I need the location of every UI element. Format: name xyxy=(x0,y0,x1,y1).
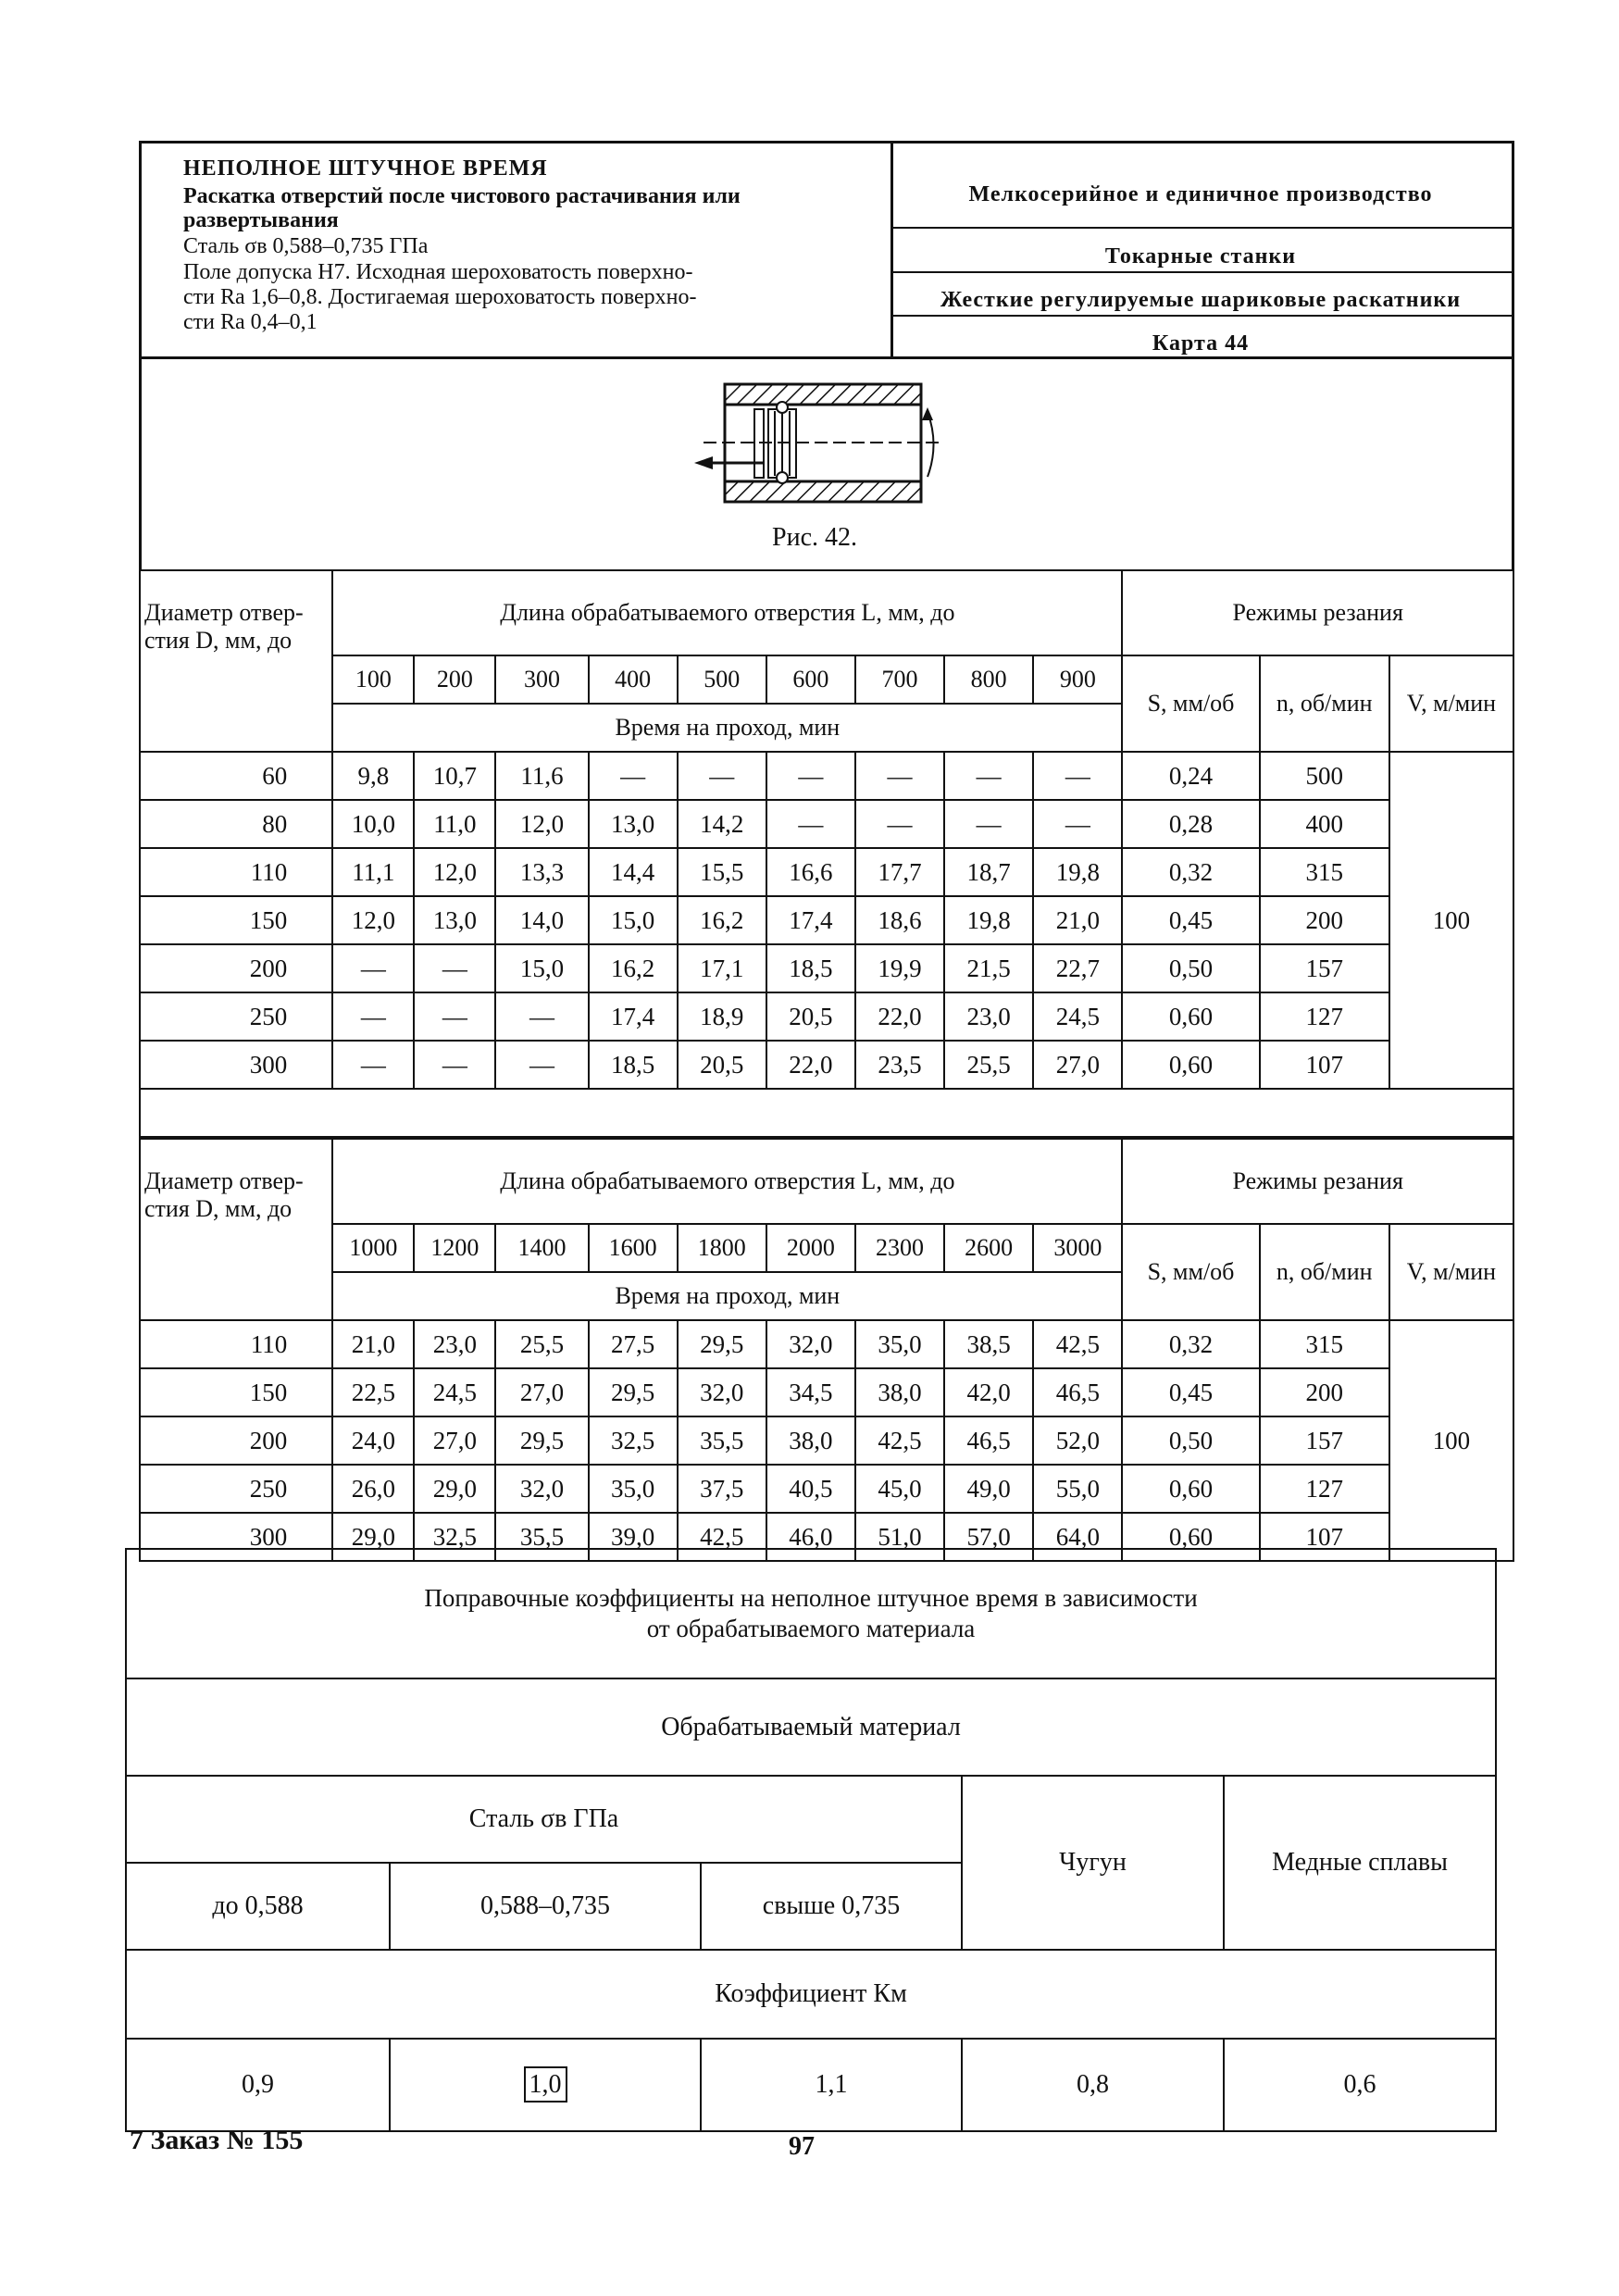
length-column-header: 200 xyxy=(414,655,495,704)
time-cell: — xyxy=(414,944,495,992)
time-cell: — xyxy=(332,944,414,992)
time-cell: 13,0 xyxy=(414,896,495,944)
table-row xyxy=(140,848,1513,896)
time-cell: 10,7 xyxy=(414,752,495,800)
time-cell: 29,5 xyxy=(678,1320,766,1368)
diameter-cell: 250 xyxy=(140,992,332,1041)
time-cell: — xyxy=(495,992,588,1041)
diameter-cell: 250 xyxy=(140,1465,332,1513)
time-cell: 17,4 xyxy=(589,992,678,1041)
feed-cell: 0,50 xyxy=(1122,944,1259,992)
k-value: 0,9 xyxy=(126,2039,390,2131)
time-cell: — xyxy=(766,800,855,848)
length-column-header: 1800 xyxy=(678,1224,766,1272)
copper-alloys-header: Медные сплавы xyxy=(1224,1776,1496,1950)
time-cell: 15,5 xyxy=(678,848,766,896)
time-cell: — xyxy=(332,992,414,1041)
table-row xyxy=(140,752,1513,800)
order-number: 7 Заказ № 155 xyxy=(130,2125,304,2155)
coefficient-table xyxy=(125,1548,1497,2132)
steel-header: Сталь σв ГПа xyxy=(126,1776,962,1863)
k-value: 0,8 xyxy=(962,2039,1224,2131)
rpm-cell: 315 xyxy=(1260,848,1389,896)
time-cell: 22,5 xyxy=(332,1368,414,1416)
cast-iron-header: Чугун xyxy=(962,1776,1224,1950)
rpm-cell: 107 xyxy=(1260,1041,1389,1089)
rpm-cell: 500 xyxy=(1260,752,1389,800)
time-cell: — xyxy=(678,752,766,800)
time-cell: 21,0 xyxy=(332,1320,414,1368)
time-cell: 32,0 xyxy=(678,1368,766,1416)
time-cell: 9,8 xyxy=(332,752,414,800)
diameter-cell: 200 xyxy=(140,944,332,992)
card-desc-line-4: Поле допуска Н7. Исходная шероховатость поверхно- xyxy=(183,260,693,284)
time-cell: 25,5 xyxy=(944,1041,1033,1089)
time-cell: 11,0 xyxy=(414,800,495,848)
rpm-cell: 157 xyxy=(1260,944,1389,992)
v-header: V, м/мин xyxy=(1389,1224,1513,1320)
time-cell: — xyxy=(414,992,495,1041)
card-title: НЕПОЛНОЕ ШТУЧНОЕ ВРЕМЯ xyxy=(183,156,548,181)
time-cell: 11,1 xyxy=(332,848,414,896)
table-row xyxy=(140,800,1513,848)
material-header: Обрабатываемый материал xyxy=(126,1678,1496,1776)
steel-range-low: до 0,588 xyxy=(126,1863,390,1950)
time-cell: 39,0 xyxy=(589,1513,678,1561)
table-row xyxy=(140,992,1513,1041)
time-cell: 23,0 xyxy=(414,1320,495,1368)
time-cell: 42,5 xyxy=(1033,1320,1122,1368)
time-cell: 24,5 xyxy=(414,1368,495,1416)
time-cell: 25,5 xyxy=(495,1320,588,1368)
coef-title-line-2: от обрабатываемого материала xyxy=(646,1615,976,1642)
diam-header xyxy=(140,570,332,752)
modes-header: Режимы резания xyxy=(1122,1139,1513,1224)
time-cell: 49,0 xyxy=(944,1465,1033,1513)
speed-cell: 100 xyxy=(1389,752,1513,1089)
time-cell: 20,5 xyxy=(678,1041,766,1089)
time-cell: — xyxy=(944,800,1033,848)
time-cell: 27,0 xyxy=(414,1416,495,1465)
table-row xyxy=(140,1320,1513,1368)
time-cell: 45,0 xyxy=(855,1465,944,1513)
length-column-header: 400 xyxy=(589,655,678,704)
n-header: n, об/мин xyxy=(1260,1224,1389,1320)
steel-range-high: свыше 0,735 xyxy=(701,1863,962,1950)
time-cell: 51,0 xyxy=(855,1513,944,1561)
diam-header-line-2: стия D, мм, до xyxy=(144,627,293,654)
coef-title xyxy=(126,1549,1496,1678)
time-cell: 22,7 xyxy=(1033,944,1122,992)
time-cell: 19,8 xyxy=(1033,848,1122,896)
time-cell: 19,9 xyxy=(855,944,944,992)
time-cell: 24,0 xyxy=(332,1416,414,1465)
rpm-cell: 157 xyxy=(1260,1416,1389,1465)
card-desc-line-5: сти Ra 1,6–0,8. Достигаемая шероховатость поверхно- xyxy=(183,285,697,309)
length-column-header: 1000 xyxy=(332,1224,414,1272)
length-column-header: 100 xyxy=(332,655,414,704)
card-desc-line-2: развертывания xyxy=(183,208,339,232)
length-column-header: 3000 xyxy=(1033,1224,1122,1272)
page-number: 97 xyxy=(789,2132,815,2161)
k-value: 0,6 xyxy=(1224,2039,1496,2131)
time-cell: 52,0 xyxy=(1033,1416,1122,1465)
diam-header-line-1: Диаметр отвер- xyxy=(144,1167,304,1194)
tool-type: Жесткие регулируемые шариковые раскатники xyxy=(940,288,1462,312)
steel-range-mid: 0,588–0,735 xyxy=(390,1863,701,1950)
time-cell: 13,0 xyxy=(589,800,678,848)
time-cell: 37,5 xyxy=(678,1465,766,1513)
time-cell: 32,0 xyxy=(495,1465,588,1513)
time-cell: 17,7 xyxy=(855,848,944,896)
k-value-boxed xyxy=(390,2039,701,2131)
table-row xyxy=(140,1041,1513,1089)
coef-title-line-1: Поправочные коэффициенты на неполное штучное время в зависимости xyxy=(424,1584,1198,1612)
card-number: Карта 44 xyxy=(1152,331,1250,356)
time-cell: 17,1 xyxy=(678,944,766,992)
rpm-cell: 127 xyxy=(1260,992,1389,1041)
time-cell: 18,5 xyxy=(766,944,855,992)
card-desc-line-3: Сталь σв 0,588–0,735 ГПа xyxy=(183,234,429,258)
time-cell: 29,5 xyxy=(495,1416,588,1465)
time-cell: 18,5 xyxy=(589,1041,678,1089)
length-column-header: 500 xyxy=(678,655,766,704)
length-header: Длина обрабатываемого отверстия L, мм, до xyxy=(332,570,1122,655)
time-cell: 38,0 xyxy=(855,1368,944,1416)
time-cell: — xyxy=(332,1041,414,1089)
time-cell: 64,0 xyxy=(1033,1513,1122,1561)
time-cell: 23,0 xyxy=(944,992,1033,1041)
feed-cell: 0,32 xyxy=(1122,848,1259,896)
rpm-cell: 200 xyxy=(1260,1368,1389,1416)
time-cell: 42,5 xyxy=(678,1513,766,1561)
time-cell: 38,5 xyxy=(944,1320,1033,1368)
time-cell: 14,4 xyxy=(589,848,678,896)
s-header: S, мм/об xyxy=(1122,655,1259,752)
time-cell: 16,2 xyxy=(589,944,678,992)
feed-cell: 0,60 xyxy=(1122,1513,1259,1561)
time-cell: — xyxy=(855,752,944,800)
diameter-cell: 150 xyxy=(140,1368,332,1416)
time-cell: — xyxy=(414,1041,495,1089)
k-value: 1,1 xyxy=(701,2039,962,2131)
diameter-cell: 300 xyxy=(140,1041,332,1089)
time-cell: 57,0 xyxy=(944,1513,1033,1561)
diameter-cell: 200 xyxy=(140,1416,332,1465)
time-cell: 16,2 xyxy=(678,896,766,944)
time-cell: — xyxy=(766,752,855,800)
time-cell: 22,0 xyxy=(766,1041,855,1089)
feed-cell: 0,60 xyxy=(1122,992,1259,1041)
time-cell: 12,0 xyxy=(414,848,495,896)
time-cell: 17,4 xyxy=(766,896,855,944)
time-table-1 xyxy=(139,569,1514,1138)
length-column-header: 300 xyxy=(495,655,588,704)
time-cell: 14,2 xyxy=(678,800,766,848)
time-cell: — xyxy=(495,1041,588,1089)
time-cell: 42,5 xyxy=(855,1416,944,1465)
table-row xyxy=(140,1416,1513,1465)
diameter-cell: 80 xyxy=(140,800,332,848)
time-cell: 10,0 xyxy=(332,800,414,848)
time-cell: 18,6 xyxy=(855,896,944,944)
feed-cell: 0,60 xyxy=(1122,1041,1259,1089)
time-cell: 19,8 xyxy=(944,896,1033,944)
time-cell: — xyxy=(589,752,678,800)
time-cell: 27,5 xyxy=(589,1320,678,1368)
speed-cell: 100 xyxy=(1389,1320,1513,1561)
production-type: Мелкосерийное и единичное производство xyxy=(968,182,1433,206)
machine-type: Токарные станки xyxy=(1104,244,1297,268)
card-desc-line-1: Раскатка отверстий после чистового растачивания или xyxy=(183,184,741,208)
time-cell: 15,0 xyxy=(495,944,588,992)
table-row xyxy=(140,896,1513,944)
k-header: Коэффициент Км xyxy=(126,1950,1496,2039)
time-cell: 40,5 xyxy=(766,1465,855,1513)
time-header: Время на проход, мин xyxy=(332,1272,1122,1320)
time-cell: 12,0 xyxy=(332,896,414,944)
time-cell: 42,0 xyxy=(944,1368,1033,1416)
diameter-cell: 150 xyxy=(140,896,332,944)
time-cell: 32,0 xyxy=(766,1320,855,1368)
time-cell: 27,0 xyxy=(495,1368,588,1416)
length-column-header: 900 xyxy=(1033,655,1122,704)
table-row xyxy=(140,944,1513,992)
length-column-header: 2600 xyxy=(944,1224,1033,1272)
length-column-header: 1400 xyxy=(495,1224,588,1272)
time-cell: 32,5 xyxy=(414,1513,495,1561)
diameter-cell: 110 xyxy=(140,1320,332,1368)
time-cell: 15,0 xyxy=(589,896,678,944)
time-cell: 24,5 xyxy=(1033,992,1122,1041)
diameter-cell: 300 xyxy=(140,1513,332,1561)
length-header: Длина обрабатываемого отверстия L, мм, до xyxy=(332,1139,1122,1224)
rpm-cell: 107 xyxy=(1260,1513,1389,1561)
table-row xyxy=(140,1465,1513,1513)
time-cell: 11,6 xyxy=(495,752,588,800)
length-column-header: 2300 xyxy=(855,1224,944,1272)
diam-header xyxy=(140,1139,332,1320)
time-cell: 46,0 xyxy=(766,1513,855,1561)
time-cell: 29,0 xyxy=(414,1465,495,1513)
time-cell: 35,5 xyxy=(495,1513,588,1561)
time-cell: 26,0 xyxy=(332,1465,414,1513)
time-cell: 18,7 xyxy=(944,848,1033,896)
feed-cell: 0,32 xyxy=(1122,1320,1259,1368)
feed-cell: 0,60 xyxy=(1122,1465,1259,1513)
time-header: Время на проход, мин xyxy=(332,704,1122,752)
table-row xyxy=(140,1368,1513,1416)
time-cell: 13,3 xyxy=(495,848,588,896)
time-cell: 20,5 xyxy=(766,992,855,1041)
time-cell: — xyxy=(944,752,1033,800)
card-desc-line-6: сти Ra 0,4–0,1 xyxy=(183,310,318,334)
figure-caption: Рис. 42. xyxy=(772,523,857,552)
s-header: S, мм/об xyxy=(1122,1224,1259,1320)
time-cell: 46,5 xyxy=(944,1416,1033,1465)
length-column-header: 2000 xyxy=(766,1224,855,1272)
modes-header: Режимы резания xyxy=(1122,570,1513,655)
k-value: 1,0 xyxy=(524,2066,567,2103)
rpm-cell: 315 xyxy=(1260,1320,1389,1368)
length-column-header: 700 xyxy=(855,655,944,704)
feed-cell: 0,28 xyxy=(1122,800,1259,848)
diameter-cell: 110 xyxy=(140,848,332,896)
rpm-cell: 127 xyxy=(1260,1465,1389,1513)
time-cell: — xyxy=(1033,752,1122,800)
time-cell: 46,5 xyxy=(1033,1368,1122,1416)
time-cell: 23,5 xyxy=(855,1041,944,1089)
time-cell: 35,5 xyxy=(678,1416,766,1465)
time-cell: — xyxy=(855,800,944,848)
time-cell: 22,0 xyxy=(855,992,944,1041)
diameter-cell: 60 xyxy=(140,752,332,800)
diam-header-line-2: стия D, мм, до xyxy=(144,1195,293,1222)
time-cell: 29,5 xyxy=(589,1368,678,1416)
length-column-header: 800 xyxy=(944,655,1033,704)
time-cell: 21,5 xyxy=(944,944,1033,992)
time-cell: 16,6 xyxy=(766,848,855,896)
time-cell: 21,0 xyxy=(1033,896,1122,944)
rpm-cell: 400 xyxy=(1260,800,1389,848)
length-column-header: 600 xyxy=(766,655,855,704)
time-cell: 12,0 xyxy=(495,800,588,848)
length-column-header: 1200 xyxy=(414,1224,495,1272)
time-cell: 18,9 xyxy=(678,992,766,1041)
time-cell: 27,0 xyxy=(1033,1041,1122,1089)
feed-cell: 0,24 xyxy=(1122,752,1259,800)
diam-header-line-1: Диаметр отвер- xyxy=(144,599,304,626)
feed-cell: 0,50 xyxy=(1122,1416,1259,1465)
length-column-header: 1600 xyxy=(589,1224,678,1272)
time-cell: — xyxy=(1033,800,1122,848)
time-cell: 34,5 xyxy=(766,1368,855,1416)
time-cell: 29,0 xyxy=(332,1513,414,1561)
time-cell: 32,5 xyxy=(589,1416,678,1465)
time-cell: 38,0 xyxy=(766,1416,855,1465)
time-cell: 35,0 xyxy=(855,1320,944,1368)
time-table-2 xyxy=(139,1138,1514,1562)
feed-cell: 0,45 xyxy=(1122,896,1259,944)
time-cell: 14,0 xyxy=(495,896,588,944)
table-spacer xyxy=(140,1089,1513,1137)
time-cell: 55,0 xyxy=(1033,1465,1122,1513)
feed-cell: 0,45 xyxy=(1122,1368,1259,1416)
n-header: n, об/мин xyxy=(1260,655,1389,752)
v-header: V, м/мин xyxy=(1389,655,1513,752)
time-cell: 35,0 xyxy=(589,1465,678,1513)
rolling-tool-diagram xyxy=(676,370,953,518)
rpm-cell: 200 xyxy=(1260,896,1389,944)
